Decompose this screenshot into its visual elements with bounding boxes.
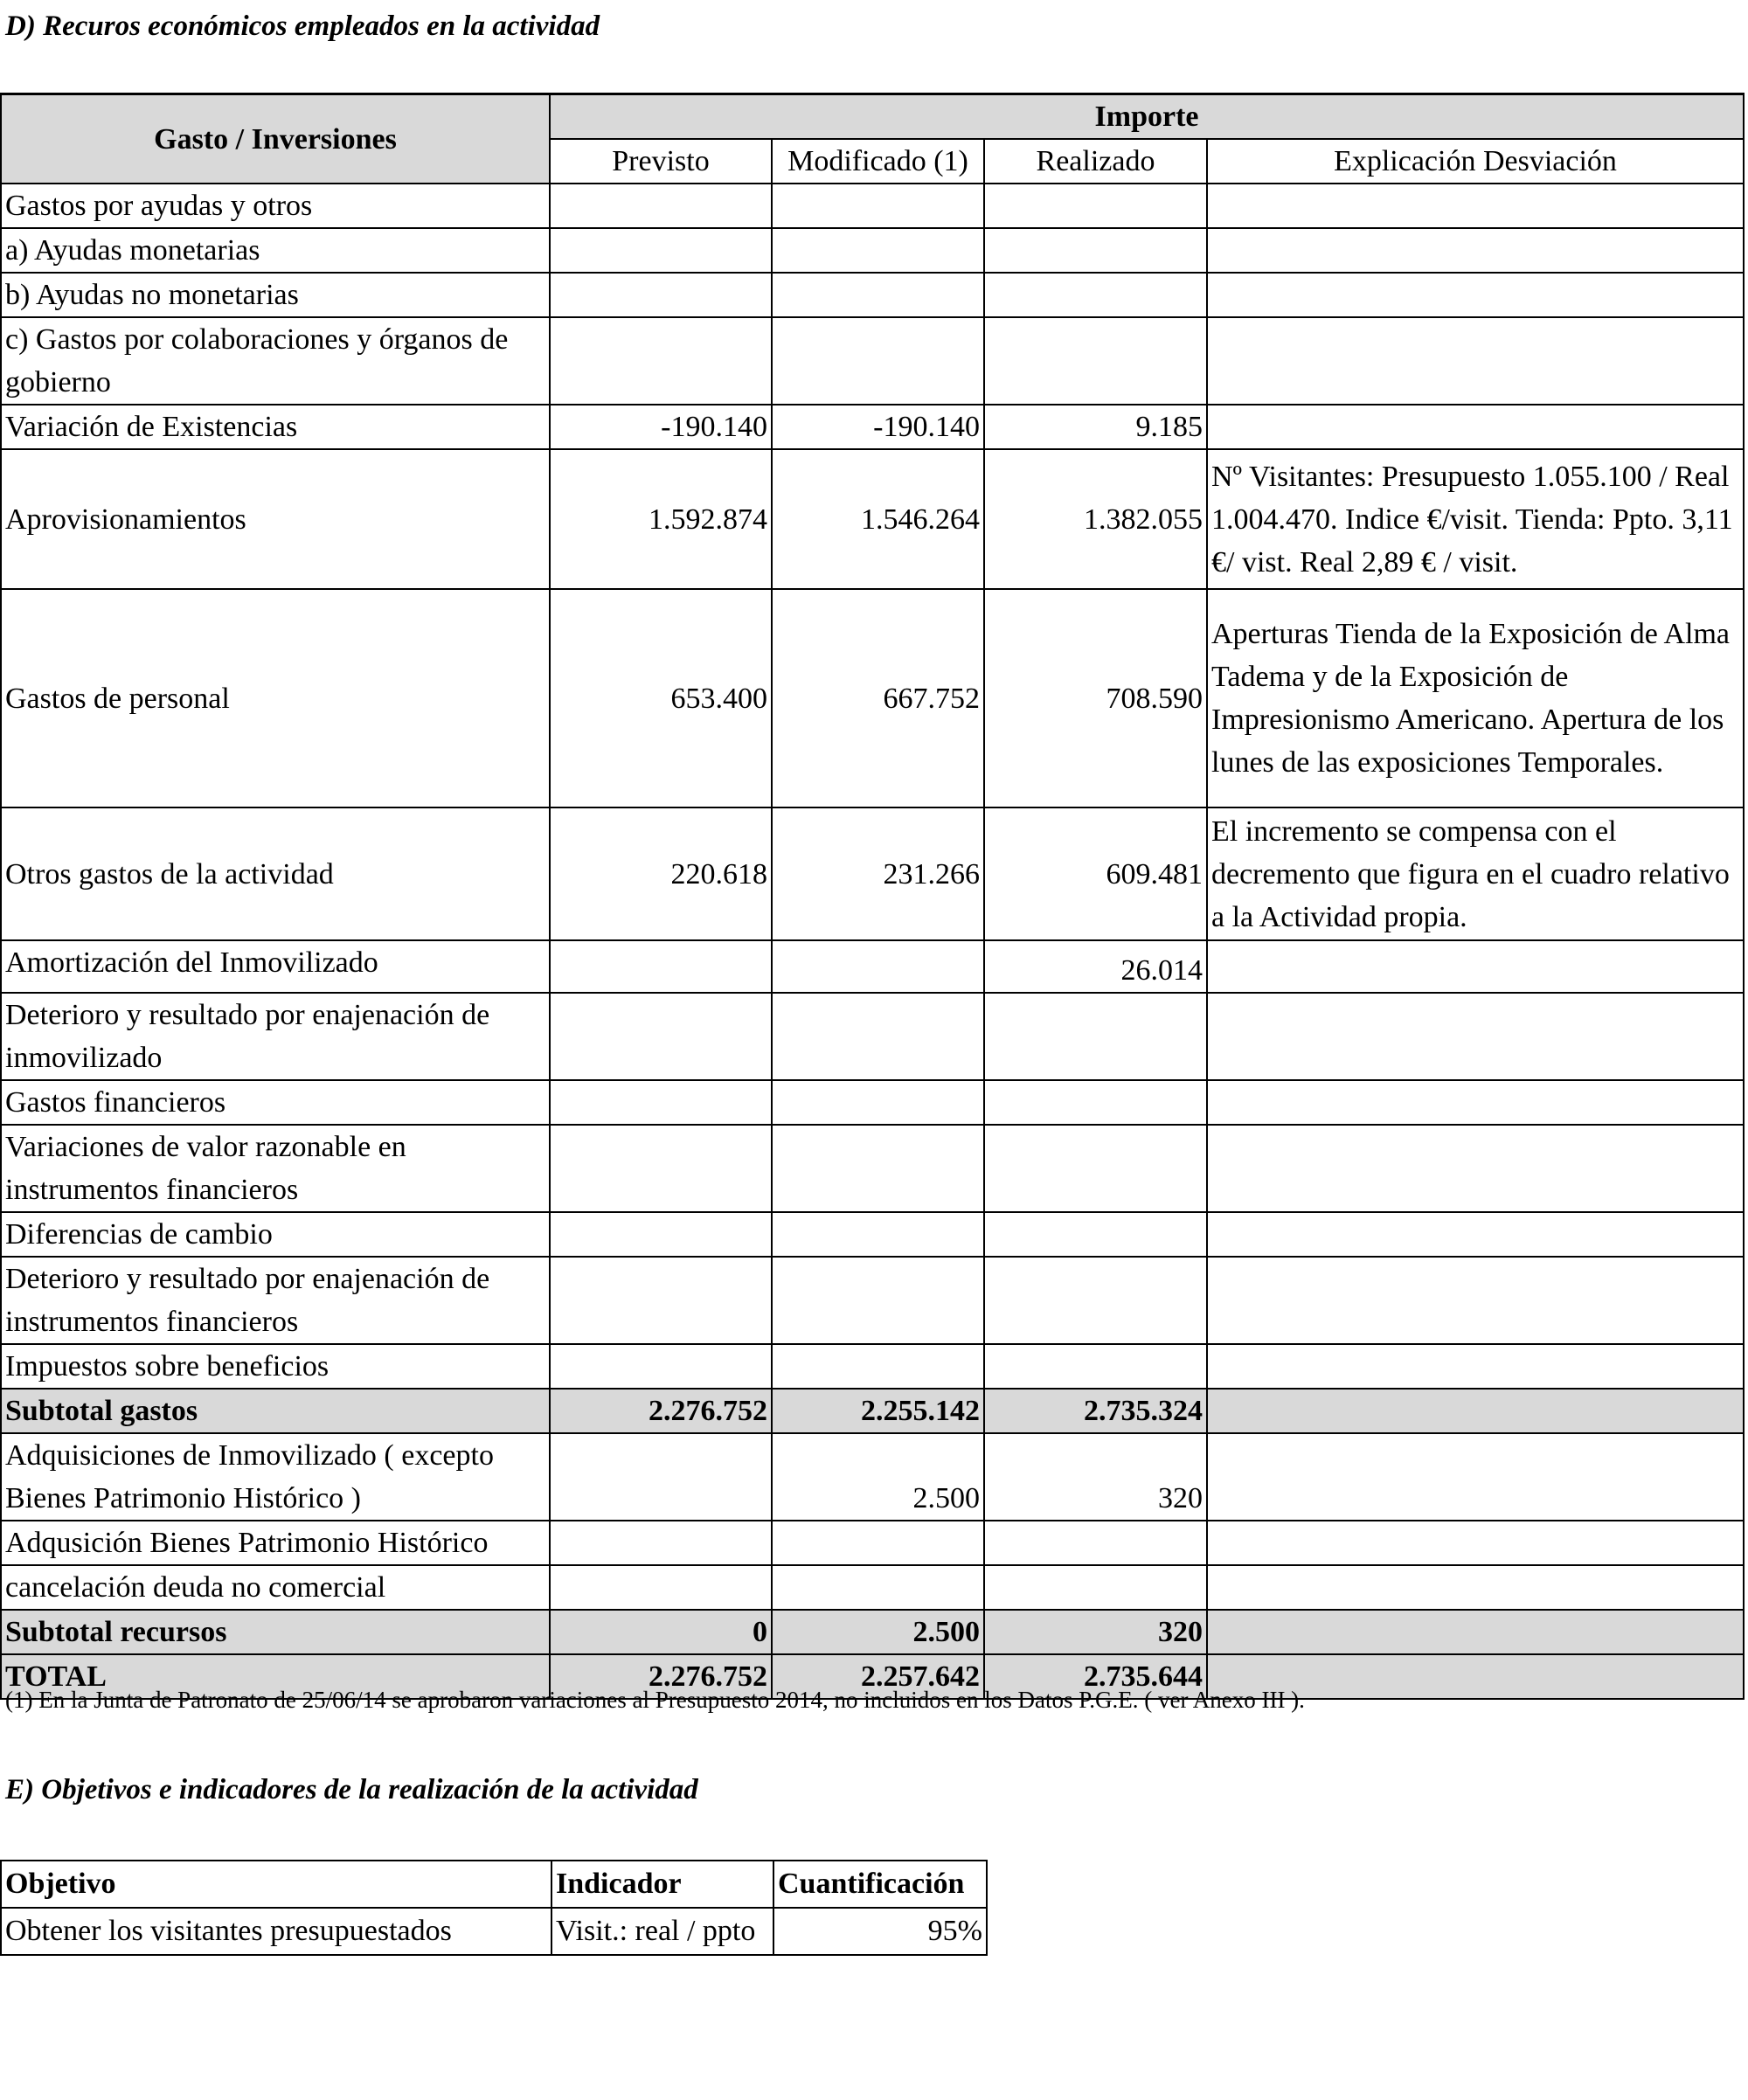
row-label: TOTAL <box>1 1654 550 1699</box>
explicacion-cell <box>1207 993 1744 1080</box>
realizado-cell: 2.735.644 <box>984 1654 1207 1699</box>
modificado-cell <box>772 993 984 1080</box>
table-row <box>1 940 1744 993</box>
table-row <box>1 1257 1744 1344</box>
explicacion-cell <box>1207 317 1744 405</box>
modificado-cell <box>772 1212 984 1257</box>
table-row <box>1 1565 1744 1610</box>
row-label: Gastos por ayudas y otros <box>1 184 550 228</box>
explicacion-cell <box>1207 228 1744 273</box>
explicacion-cell <box>1207 1212 1744 1257</box>
modificado-cell <box>772 228 984 273</box>
previsto-cell <box>550 1565 772 1610</box>
explicacion-cell: Nº Visitantes: Presupuesto 1.055.100 / Real 1.004.470. Indice €/visit. Tienda: Ppto. 3,11 €/ vist. Real 2,89 € / visit. <box>1207 449 1744 589</box>
header-importe: Importe <box>550 94 1744 140</box>
realizado-cell <box>984 1212 1207 1257</box>
modificado-cell: 2.257.642 <box>772 1654 984 1699</box>
row-label: a) Ayudas monetarias <box>1 228 550 273</box>
explicacion-cell <box>1207 184 1744 228</box>
modificado-cell <box>772 1080 984 1125</box>
modificado-cell: 667.752 <box>772 589 984 807</box>
realizado-cell <box>984 228 1207 273</box>
row-label: Gastos de personal <box>1 589 550 807</box>
previsto-cell: 1.592.874 <box>550 449 772 589</box>
explicacion-cell <box>1207 1344 1744 1389</box>
realizado-cell: 708.590 <box>984 589 1207 807</box>
row-label: Deterioro y resultado por enajenación de inmovilizado <box>1 993 550 1080</box>
table-row <box>1 273 1744 317</box>
table-row <box>1 449 1744 589</box>
previsto-cell <box>550 993 772 1080</box>
objectives-table <box>0 1860 988 1956</box>
previsto-cell <box>550 1125 772 1212</box>
realizado-cell <box>984 1257 1207 1344</box>
previsto-cell <box>550 184 772 228</box>
realizado-cell: 2.735.324 <box>984 1389 1207 1433</box>
resources-table <box>0 93 1745 1700</box>
table-row <box>1 1433 1744 1521</box>
table-row <box>1 317 1744 405</box>
section-d-title: D) Recuros económicos empleados en la actividad <box>5 10 600 42</box>
modificado-cell: 231.266 <box>772 807 984 940</box>
header-gasto: Gasto / Inversiones <box>1 94 550 184</box>
previsto-cell <box>550 317 772 405</box>
indicador-cell: Visit.: real / ppto <box>551 1908 773 1955</box>
realizado-cell <box>984 273 1207 317</box>
explicacion-cell <box>1207 405 1744 449</box>
row-label: Adqusición Bienes Patrimonio Histórico <box>1 1521 550 1565</box>
explicacion-cell <box>1207 1125 1744 1212</box>
table-row <box>1 184 1744 228</box>
objetivo-cell: Obtener los visitantes presupuestados <box>1 1908 551 1955</box>
explicacion-cell <box>1207 1521 1744 1565</box>
table-row <box>1 1908 987 1955</box>
table-row <box>1 228 1744 273</box>
section-e-title: E) Objetivos e indicadores de la realización de la actividad <box>5 1774 698 1805</box>
previsto-cell <box>550 1344 772 1389</box>
row-label: Amortización del Inmovilizado <box>1 940 550 993</box>
modificado-cell <box>772 317 984 405</box>
realizado-cell: 609.481 <box>984 807 1207 940</box>
modificado-cell: 2.255.142 <box>772 1389 984 1433</box>
header-explicacion: Explicación Desviación <box>1207 139 1744 184</box>
explicacion-cell <box>1207 1389 1744 1433</box>
row-label: cancelación deuda no comercial <box>1 1565 550 1610</box>
modificado-cell <box>772 1565 984 1610</box>
table-row <box>1 807 1744 940</box>
table-row <box>1 589 1744 807</box>
previsto-cell <box>550 1433 772 1521</box>
previsto-cell <box>550 1080 772 1125</box>
row-label: Otros gastos de la actividad <box>1 807 550 940</box>
row-label: b) Ayudas no monetarias <box>1 273 550 317</box>
header-objetivo: Objetivo <box>1 1861 551 1908</box>
table-row <box>1 1344 1744 1389</box>
table-row <box>1 405 1744 449</box>
header-indicador: Indicador <box>551 1861 773 1908</box>
realizado-cell <box>984 1125 1207 1212</box>
explicacion-cell: Aperturas Tienda de la Exposición de Alma Tadema y de la Exposición de Impresionismo Americano. Apertura de los lunes de las exposiciones Temporales. <box>1207 589 1744 807</box>
header-modificado: Modificado (1) <box>772 139 984 184</box>
modificado-cell <box>772 1521 984 1565</box>
modificado-cell: 2.500 <box>772 1610 984 1654</box>
explicacion-cell: El incremento se compensa con el decremento que figura en el cuadro relativo a la Actividad propia. <box>1207 807 1744 940</box>
realizado-cell <box>984 1565 1207 1610</box>
explicacion-cell <box>1207 273 1744 317</box>
modificado-cell: 1.546.264 <box>772 449 984 589</box>
previsto-cell: 2.276.752 <box>550 1654 772 1699</box>
header-realizado: Realizado <box>984 139 1207 184</box>
header-cuantificacion: Cuantificación <box>773 1861 987 1908</box>
modificado-cell: 2.500 <box>772 1433 984 1521</box>
row-label: Subtotal recursos <box>1 1610 550 1654</box>
modificado-cell: -190.140 <box>772 405 984 449</box>
row-label: Adquisiciones de Inmovilizado ( excepto Bienes Patrimonio Histórico ) <box>1 1433 550 1521</box>
previsto-cell: 0 <box>550 1610 772 1654</box>
realizado-cell: 1.382.055 <box>984 449 1207 589</box>
previsto-cell <box>550 273 772 317</box>
realizado-cell: 9.185 <box>984 405 1207 449</box>
explicacion-cell <box>1207 1610 1744 1654</box>
previsto-cell <box>550 1521 772 1565</box>
row-label: Impuestos sobre beneficios <box>1 1344 550 1389</box>
explicacion-cell <box>1207 940 1744 993</box>
table-row <box>1 993 1744 1080</box>
explicacion-cell <box>1207 1433 1744 1521</box>
row-label: Aprovisionamientos <box>1 449 550 589</box>
previsto-cell: 2.276.752 <box>550 1389 772 1433</box>
footnote: (1) En la Junta de Patronato de 25/06/14 se aprobaron variaciones al Presupuesto 2014, no incluidos en los Datos P.G.E. ( ver Anexo III ). <box>5 1687 1305 1713</box>
explicacion-cell <box>1207 1565 1744 1610</box>
explicacion-cell <box>1207 1257 1744 1344</box>
row-label: Gastos financieros <box>1 1080 550 1125</box>
previsto-cell: 653.400 <box>550 589 772 807</box>
cuantificacion-cell: 95% <box>773 1908 987 1955</box>
table-row <box>1 1521 1744 1565</box>
previsto-cell <box>550 1257 772 1344</box>
row-label: Variación de Existencias <box>1 405 550 449</box>
realizado-cell <box>984 1521 1207 1565</box>
previsto-cell: 220.618 <box>550 807 772 940</box>
row-label: Variaciones de valor razonable en instrumentos financieros <box>1 1125 550 1212</box>
row-label: Diferencias de cambio <box>1 1212 550 1257</box>
table-row <box>1 1389 1744 1433</box>
previsto-cell <box>550 940 772 993</box>
realizado-cell <box>984 1344 1207 1389</box>
row-label: c) Gastos por colaboraciones y órganos de gobierno <box>1 317 550 405</box>
table-row <box>1 1212 1744 1257</box>
realizado-cell <box>984 184 1207 228</box>
realizado-cell <box>984 1080 1207 1125</box>
modificado-cell <box>772 1257 984 1344</box>
table-row <box>1 1080 1744 1125</box>
table-row <box>1 1125 1744 1212</box>
modificado-cell <box>772 1344 984 1389</box>
modificado-cell <box>772 184 984 228</box>
explicacion-cell <box>1207 1080 1744 1125</box>
modificado-cell <box>772 940 984 993</box>
realizado-cell: 26.014 <box>984 940 1207 993</box>
row-label: Subtotal gastos <box>1 1389 550 1433</box>
modificado-cell <box>772 273 984 317</box>
realizado-cell <box>984 317 1207 405</box>
realizado-cell <box>984 993 1207 1080</box>
row-label: Deterioro y resultado por enajenación de instrumentos financieros <box>1 1257 550 1344</box>
modificado-cell <box>772 1125 984 1212</box>
previsto-cell <box>550 1212 772 1257</box>
realizado-cell: 320 <box>984 1433 1207 1521</box>
previsto-cell: -190.140 <box>550 405 772 449</box>
table-row <box>1 1610 1744 1654</box>
realizado-cell: 320 <box>984 1610 1207 1654</box>
previsto-cell <box>550 228 772 273</box>
header-previsto: Previsto <box>550 139 772 184</box>
